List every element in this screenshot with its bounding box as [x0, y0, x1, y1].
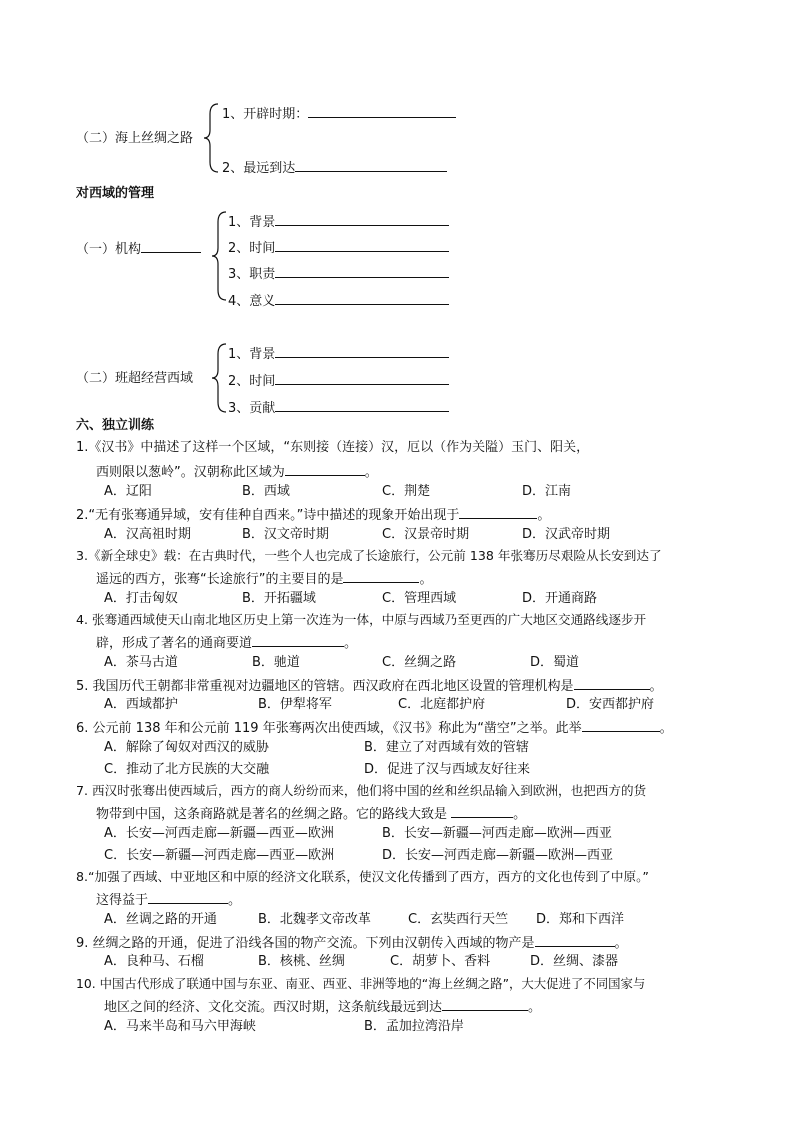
- answer-blank[interactable]: [275, 291, 449, 305]
- question-text: 辟，形成了著名的通商要道: [96, 636, 253, 651]
- question-text: 2.“无有张骞通异域，安有佳种自西来。”诗中描述的现象开始出现于: [76, 508, 460, 523]
- ban-chao-label: （二）班超经营西域: [76, 371, 194, 386]
- answer-blank[interactable]: [275, 371, 449, 385]
- q2-option-a[interactable]: A．汉高祖时期: [104, 527, 191, 542]
- answer-blank[interactable]: [574, 676, 650, 690]
- q3-option-c[interactable]: C．管理西域: [382, 591, 457, 606]
- answer-blank[interactable]: [295, 158, 447, 172]
- answer-blank[interactable]: [535, 933, 615, 947]
- answer-blank[interactable]: [451, 804, 513, 818]
- question-end: 。: [364, 465, 378, 480]
- q5-option-c[interactable]: C．北庭都护府: [398, 697, 486, 712]
- q1-option-c[interactable]: C．荆楚: [382, 484, 431, 499]
- practice-heading: 六、独立训练: [76, 418, 155, 433]
- answer-blank[interactable]: [442, 997, 528, 1011]
- q7-option-d[interactable]: D．长安—河西走廊—新疆—欧洲—西亚: [382, 848, 614, 863]
- item-label: 3、贡献: [228, 401, 276, 416]
- q5-option-b[interactable]: B．伊犁将军: [258, 697, 332, 712]
- q1-option-b[interactable]: B．西域: [242, 484, 290, 499]
- q9-option-a[interactable]: A．良种马、石榴: [104, 954, 204, 969]
- governance-heading: 对西域的管理: [76, 186, 155, 201]
- question-8-line-2: [96, 890, 241, 909]
- institution-item-time: [228, 238, 449, 257]
- q9-option-c[interactable]: C．胡萝卜、香料: [390, 954, 491, 969]
- q2-option-b[interactable]: B．汉文帝时期: [242, 527, 329, 542]
- question-text: 西则限以葱岭”。汉朝称此区域为: [96, 465, 285, 480]
- answer-blank[interactable]: [459, 505, 537, 519]
- answer-blank[interactable]: [582, 718, 660, 732]
- q1-option-a[interactable]: A．辽阳: [104, 484, 152, 499]
- answer-blank[interactable]: [275, 264, 449, 278]
- q2-option-c[interactable]: C．汉景帝时期: [382, 527, 470, 542]
- q5-option-d[interactable]: D．安西都护府: [566, 697, 655, 712]
- q6-option-d[interactable]: D．促进了汉与西域友好往来: [364, 762, 531, 777]
- question-3-line-1: 3.《新全球史》载：在古典时代，一些个人也完成了长途旅行，公元前 138 年张骞历尽艰险从长安到达了: [76, 548, 662, 563]
- q3-option-d[interactable]: D．开通商路: [522, 591, 598, 606]
- q7-option-b[interactable]: B．长安—新疆—河西走廊—欧洲—西亚: [382, 826, 612, 841]
- q10-option-b[interactable]: B．孟加拉湾沿岸: [364, 1019, 464, 1034]
- question-10-line-1: 10. 中国古代形成了联通中国与东亚、南亚、西亚、非洲等地的“海上丝绸之路”，大大促进了不同国家与: [76, 976, 646, 991]
- question-end: 。: [344, 636, 358, 651]
- answer-blank[interactable]: [148, 890, 228, 904]
- question-3-line-2: [96, 569, 433, 588]
- question-4-line-1: 4. 张骞通西域使天山南北地区历史上第一次连为一体，中原与西域乃至更西的广大地区交通路线逐步开: [76, 612, 647, 627]
- sea-route-label: （二）海上丝绸之路: [76, 131, 194, 146]
- question-text: 9. 丝绸之路的开通，促进了沿线各国的物产交流。下列由汉朝传入西域的物产是: [76, 936, 535, 951]
- q6-option-a[interactable]: A．解除了匈奴对西汉的威胁: [104, 740, 269, 755]
- answer-blank[interactable]: [308, 104, 456, 118]
- answer-blank[interactable]: [252, 633, 344, 647]
- question-end: 。: [513, 807, 527, 822]
- answer-blank[interactable]: [275, 212, 449, 226]
- institution-item-significance: [228, 291, 449, 310]
- q3-option-a[interactable]: A．打击匈奴: [104, 591, 178, 606]
- q5-option-a[interactable]: A．西域都护: [104, 697, 178, 712]
- q8-option-c[interactable]: C．玄奘西行天竺: [408, 912, 509, 927]
- q4-option-d[interactable]: D．蜀道: [530, 655, 580, 670]
- q8-option-a[interactable]: A．丝调之路的开通: [104, 912, 217, 927]
- question-end: 。: [228, 893, 242, 908]
- question-end: 。: [614, 936, 628, 951]
- item-label: 2、最远到达: [222, 161, 296, 176]
- question-7-line-1: 7. 西汉时张骞出使西域后，西方的商人纷纷而来，他们将中国的丝和丝织品输入到欧洲，也把西方的货: [76, 783, 647, 798]
- item-label: 2、时间: [228, 241, 276, 256]
- answer-blank[interactable]: [275, 344, 449, 358]
- q9-option-b[interactable]: B．核桃、丝绸: [258, 954, 345, 969]
- brace-ban-chao: [210, 340, 230, 416]
- ban-chao-item-background: [228, 344, 449, 363]
- brace-sea-route: [202, 100, 222, 176]
- item-label: 1、开辟时期：: [222, 107, 309, 122]
- q8-option-d[interactable]: D．郑和下西洋: [536, 912, 625, 927]
- question-10-line-2: [104, 997, 541, 1016]
- q8-option-b[interactable]: B．北魏孝文帝改革: [258, 912, 371, 927]
- question-text: 物带到中国，这条商路就是著名的丝绸之路。它的路线大致是: [96, 807, 452, 822]
- question-9-line-1: [76, 933, 628, 952]
- sea-route-item-farthest: [222, 158, 447, 177]
- question-end: 。: [659, 721, 673, 736]
- question-6-line-1: [76, 718, 673, 737]
- institution-label: （一）机构: [76, 242, 142, 257]
- sea-route-item-period: [222, 104, 456, 123]
- item-label: 4、意义: [228, 294, 276, 309]
- item-label: 2、时间: [228, 374, 276, 389]
- answer-blank[interactable]: [275, 238, 449, 252]
- question-text: 遥远的西方，张骞“长途旅行”的主要目的是: [96, 572, 344, 587]
- question-8-line-1: 8.“加强了西域、中亚地区和中原的经济文化联系，使汉文化传播到了西方，西方的文化也传到了中原。”: [76, 869, 649, 884]
- item-label: 3、职责: [228, 267, 276, 282]
- q7-option-a[interactable]: A．长安—河西走廊—新疆—西亚—欧洲: [104, 826, 334, 841]
- institution-row: [76, 239, 201, 258]
- question-text: 这得益于: [96, 893, 149, 908]
- question-5-line-1: [76, 676, 663, 695]
- institution-item-background: [228, 212, 449, 231]
- question-2-line-1: [76, 505, 550, 524]
- question-text: 地区之间的经济、文化交流。西汉时期，这条航线最远到达: [104, 1000, 443, 1015]
- answer-blank[interactable]: [343, 569, 419, 583]
- question-text: 6. 公元前 138 年和公元前 119 年张骞两次出使西域，《汉书》称此为“凿空”之举。此举: [76, 721, 582, 736]
- question-text: 5. 我国历代王朝都非常重视对边疆地区的管辖。西汉政府在西北地区设置的管理机构是: [76, 679, 574, 694]
- answer-blank[interactable]: [285, 462, 365, 476]
- q4-option-b[interactable]: B．驰道: [252, 655, 300, 670]
- q4-option-c[interactable]: C．丝绸之路: [382, 655, 457, 670]
- q3-option-b[interactable]: B．开拓疆域: [242, 591, 316, 606]
- q2-option-d[interactable]: D．汉武帝时期: [522, 527, 611, 542]
- item-label: 1、背景: [228, 347, 276, 362]
- question-end: 。: [528, 1000, 542, 1015]
- item-label: 1、背景: [228, 215, 276, 230]
- q6-option-c[interactable]: C．推动了北方民族的大交融: [104, 762, 270, 777]
- ban-chao-item-time: [228, 371, 449, 390]
- ban-chao-item-contribution: [228, 398, 449, 417]
- question-end: 。: [649, 679, 663, 694]
- q4-option-a[interactable]: A．茶马古道: [104, 655, 178, 670]
- question-1-line-2: [96, 462, 378, 481]
- answer-blank[interactable]: [275, 398, 449, 412]
- question-1-line-1: 1.《汉书》中描述了这样一个区域，“东则接（连接）汉，厄以（作为关隘）玉门、阳关，: [76, 440, 590, 455]
- brace-institution: [210, 208, 230, 304]
- question-7-line-2: [96, 804, 526, 823]
- q1-option-d[interactable]: D．江南: [522, 484, 572, 499]
- q6-option-b[interactable]: B．建立了对西域有效的管辖: [364, 740, 529, 755]
- question-end: 。: [419, 572, 433, 587]
- question-4-line-2: [96, 633, 357, 652]
- answer-blank[interactable]: [141, 239, 201, 253]
- institution-item-duty: [228, 264, 449, 283]
- q7-option-c[interactable]: C．长安—新疆—河西走廊—西亚—欧洲: [104, 848, 335, 863]
- q9-option-d[interactable]: D．丝绸、漆器: [530, 954, 619, 969]
- question-end: 。: [537, 508, 551, 523]
- q10-option-a[interactable]: A．马来半岛和马六甲海峡: [104, 1019, 256, 1034]
